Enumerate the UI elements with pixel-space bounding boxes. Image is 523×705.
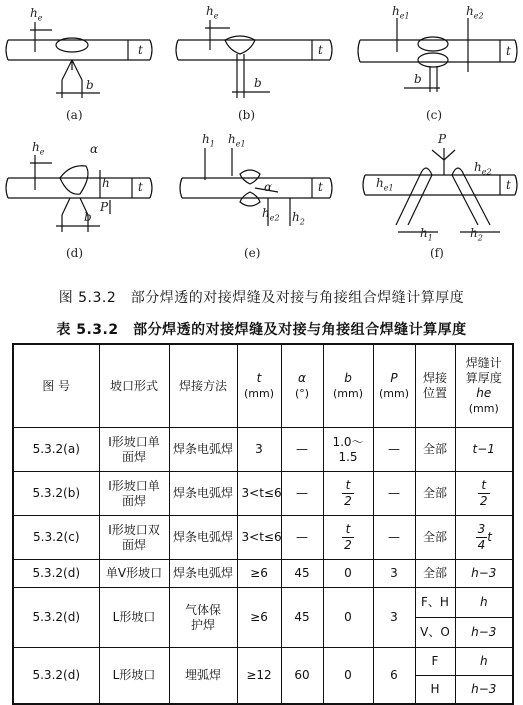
- table-title: 表 5.3.2 部分焊透的对接焊缝及对接与角接组合焊缝计算厚度: [56, 322, 467, 338]
- label-h-d: h: [102, 176, 110, 190]
- cell-he: h−3: [455, 560, 513, 588]
- cell-he: h−3: [455, 676, 513, 704]
- cell-method: 焊条电弧焊: [169, 428, 237, 472]
- cell-position: 全部: [415, 516, 455, 560]
- cell-t: ≥6: [237, 588, 281, 648]
- header-position: 焊接位置: [415, 344, 455, 428]
- cell-method: 埋弧焊: [169, 648, 237, 704]
- caption-b: (b): [238, 108, 256, 122]
- figure-c: [358, 18, 517, 92]
- cell-b: $\frac{t}{2}$: [323, 472, 373, 516]
- header-p: P (mm): [373, 344, 415, 428]
- cell-fig: 5.3.2(c): [13, 516, 99, 560]
- cell-he: t−1: [455, 428, 513, 472]
- cell-b: $\frac{t}{2}$: [323, 516, 373, 560]
- header-alpha: α (°): [281, 344, 323, 428]
- cell-alpha: 45: [281, 560, 323, 588]
- cell-p: 3: [373, 560, 415, 588]
- cell-groove: I形坡口单面焊: [99, 428, 169, 472]
- label-he1-c: $h_{e1}$: [392, 4, 410, 21]
- cell-p: —: [373, 516, 415, 560]
- cell-fig: 5.3.2(d): [13, 560, 99, 588]
- cell-position: F、H: [415, 588, 455, 618]
- cell-he: $\frac{t}{2}$: [455, 472, 513, 516]
- cell-t: 3<t≤6: [237, 472, 281, 516]
- cell-groove: L形坡口: [99, 588, 169, 648]
- cell-fig: 5.3.2(d): [13, 648, 99, 704]
- header-b: b (mm): [323, 344, 373, 428]
- table-row: [13, 516, 513, 560]
- label-alpha-d: α: [90, 142, 99, 156]
- label-b-b: b: [254, 76, 262, 90]
- label-h1-f: $h_1$: [420, 226, 433, 243]
- cell-fig: 5.3.2(a): [13, 428, 99, 472]
- cell-alpha: 60: [281, 648, 323, 704]
- cell-position: 全部: [415, 428, 455, 472]
- cell-fig: 5.3.2(b): [13, 472, 99, 516]
- cell-alpha: 45: [281, 588, 323, 648]
- label-t-f: t: [506, 178, 511, 192]
- figure-a: [6, 22, 152, 98]
- caption-f: (f): [430, 246, 444, 260]
- cell-b: 0: [323, 588, 373, 648]
- cell-b: 1.0～1.5: [323, 428, 373, 472]
- cell-b: 0: [323, 648, 373, 704]
- cell-groove: I形坡口双面焊: [99, 516, 169, 560]
- cell-t: 3: [237, 428, 281, 472]
- figure-d: [6, 155, 152, 232]
- label-he2-c: $h_{e2}$: [466, 4, 484, 21]
- cell-method: 焊条电弧焊: [169, 472, 237, 516]
- cell-alpha: —: [281, 516, 323, 560]
- cell-p: —: [373, 472, 415, 516]
- label-he2-f: $h_{e2}$: [474, 160, 492, 177]
- cell-position: V、O: [415, 618, 455, 648]
- cell-t: ≥12: [237, 648, 281, 704]
- cell-fig: 5.3.2(d): [13, 588, 99, 648]
- table-row: [13, 472, 513, 516]
- cell-position: F: [415, 648, 455, 676]
- label-he2-e: $h_{e2}$: [262, 206, 280, 223]
- label-b-d: b: [84, 210, 92, 224]
- label-h2-e: $h_2$: [292, 210, 305, 227]
- label-t-a: t: [138, 43, 143, 57]
- table-row: [13, 428, 513, 472]
- cell-method: 焊条电弧焊: [169, 560, 237, 588]
- label-t-d: t: [138, 180, 143, 194]
- cell-he: h−3: [455, 618, 513, 648]
- cell-method: 气体保护焊: [169, 588, 237, 648]
- cell-he: h: [455, 648, 513, 676]
- caption-c: (c): [426, 108, 443, 122]
- table-row: [13, 588, 513, 618]
- table-row: [13, 648, 513, 676]
- cell-alpha: —: [281, 428, 323, 472]
- label-he-d: $h_e$: [32, 140, 45, 157]
- header-groove: 坡口形式: [99, 344, 169, 428]
- label-t-c: t: [506, 44, 511, 58]
- cell-groove: 单V形坡口: [99, 560, 169, 588]
- cell-p: 6: [373, 648, 415, 704]
- cell-b: 0: [323, 560, 373, 588]
- header-fig-no: 图 号: [13, 344, 99, 428]
- label-b-a: b: [86, 78, 94, 92]
- cell-groove: I形坡口单面焊: [99, 472, 169, 516]
- label-t-b: t: [318, 43, 323, 57]
- label-he-b: $h_e$: [206, 4, 219, 21]
- caption-d: (d): [66, 246, 84, 260]
- cell-position: 全部: [415, 560, 455, 588]
- table-header-row: [13, 344, 513, 428]
- weld-thickness-table: [12, 343, 514, 705]
- header-method: 焊接方法: [169, 344, 237, 428]
- label-alpha-e: α: [264, 180, 273, 194]
- label-b-c: b: [414, 72, 422, 86]
- cell-p: 3: [373, 588, 415, 648]
- label-t-e: t: [318, 180, 323, 194]
- cell-p: —: [373, 428, 415, 472]
- cell-t: ≥6: [237, 560, 281, 588]
- caption-e: (e): [244, 246, 261, 260]
- cell-t: 3<t≤6: [237, 516, 281, 560]
- cell-alpha: —: [281, 472, 323, 516]
- cell-groove: L形坡口: [99, 648, 169, 704]
- header-he: 焊缝计 算厚度 he (mm): [455, 344, 513, 428]
- table-row: [13, 560, 513, 588]
- cell-he: $\frac{3}{4}$ t: [455, 516, 513, 560]
- header-t: t (mm): [237, 344, 281, 428]
- label-p-d: P: [100, 200, 109, 214]
- label-p-f: P: [438, 132, 447, 146]
- label-h2-f: $h_2$: [470, 226, 483, 243]
- cell-position: H: [415, 676, 455, 704]
- label-he1-f: $h_{e1}$: [376, 176, 394, 193]
- cell-position: 全部: [415, 472, 455, 516]
- caption-a: (a): [66, 108, 83, 122]
- label-he1-e: $h_{e1}$: [228, 132, 246, 149]
- label-he-a: $h_e$: [30, 6, 43, 23]
- cell-he: h: [455, 588, 513, 618]
- figure-caption: 图 5.3.2 部分焊透的对接焊缝及对接与角接组合焊缝计算厚度: [58, 290, 465, 306]
- label-h1-e: $h_1$: [202, 132, 215, 149]
- figure-e: [180, 148, 332, 226]
- cell-method: 焊条电弧焊: [169, 516, 237, 560]
